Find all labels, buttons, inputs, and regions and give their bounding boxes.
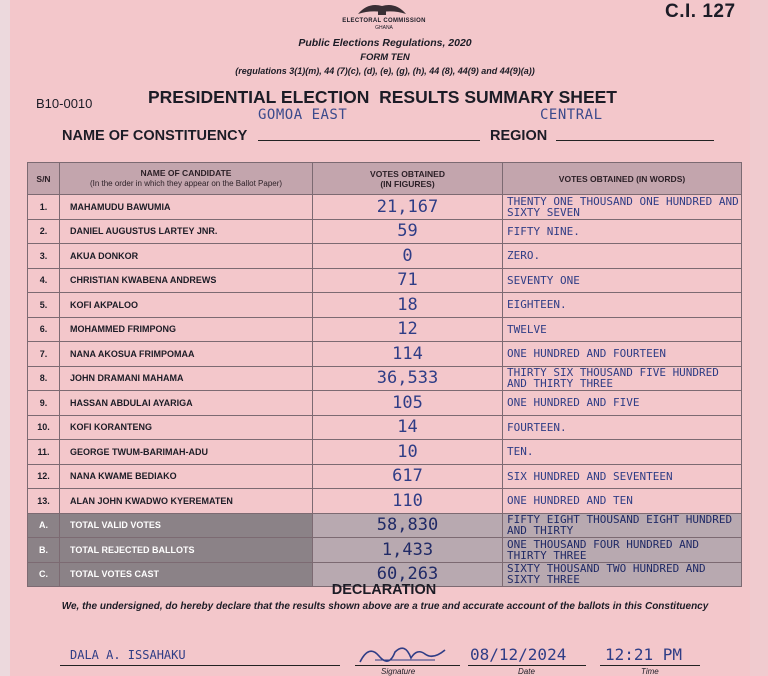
row-votes-words-cell bbox=[503, 391, 742, 416]
row-votes-figures: 105 bbox=[392, 392, 423, 413]
row-votes-words: FOURTEEN. bbox=[507, 420, 567, 434]
row-candidate-name-cell: DANIEL AUGUSTUS LARTEY JNR. bbox=[60, 219, 313, 244]
declaration-text: We, the undersigned, do hereby declare that the results shown above are a true and accurate account of the ballots in this Constituency bbox=[61, 601, 709, 612]
table-row bbox=[28, 415, 742, 440]
row-sn-cell: 1. bbox=[28, 195, 60, 220]
row-votes-words: THIRTY SIX THOUSAND FIVE HUNDRED AND THIRTY THREE bbox=[507, 366, 719, 391]
row-candidate-name-cell: NANA KWAME BEDIAKO bbox=[60, 464, 313, 489]
row-votes-words: ONE HUNDRED AND FOURTEEN bbox=[507, 347, 666, 361]
row-votes-figures: 1,433 bbox=[381, 539, 434, 560]
row-votes-figures-cell bbox=[313, 464, 503, 489]
row-votes-words: TEN. bbox=[507, 445, 534, 459]
time-underline bbox=[600, 665, 700, 666]
table-row bbox=[28, 317, 742, 342]
regulations-title: Public Elections Regulations, 2020 bbox=[298, 37, 472, 49]
header-figures bbox=[313, 163, 503, 195]
row-votes-figures: 59 bbox=[397, 221, 418, 242]
header-name bbox=[60, 163, 313, 195]
row-votes-words-cell bbox=[503, 415, 742, 440]
row-candidate-name-cell: HASSAN ABDULAI AYARIGA bbox=[60, 391, 313, 416]
row-votes-figures: 21,167 bbox=[376, 196, 439, 217]
row-votes-words: THENTY ONE THOUSAND ONE HUNDRED AND SIXTY SEVEN bbox=[507, 194, 739, 219]
header-figures-label: VOTES OBTAINED bbox=[370, 168, 445, 179]
row-sn-cell: 9. bbox=[28, 391, 60, 416]
row-candidate-name-cell: MAHAMUDU BAWUMIA bbox=[60, 195, 313, 220]
row-votes-words: ONE THOUSAND FOUR HUNDRED AND THIRTY THREE bbox=[507, 537, 700, 562]
regulation-refs: (regulations 3(1)(m), 44 (7)(c), (d), (e), (g), (h), 44 (8), 44(9) and 44(9)(a)) bbox=[235, 66, 535, 76]
row-candidate-name-cell: GEORGE TWUM-BARIMAH-ADU bbox=[60, 440, 313, 465]
row-sn-cell: A. bbox=[28, 513, 60, 538]
row-votes-figures-cell bbox=[313, 366, 503, 391]
row-sn-cell: 13. bbox=[28, 489, 60, 514]
country-name: GHANA bbox=[375, 25, 393, 31]
row-votes-words-cell bbox=[503, 562, 742, 587]
row-votes-words: ZERO. bbox=[507, 249, 541, 263]
row-votes-words: FIFTY EIGHT THOUSAND EIGHT HUNDRED AND THIRTY bbox=[507, 513, 733, 538]
row-votes-words-cell bbox=[503, 219, 742, 244]
officer-name: DALA A. ISSAHAKU bbox=[70, 648, 186, 662]
row-sn-cell: 3. bbox=[28, 244, 60, 269]
row-votes-words: ONE HUNDRED AND TEN bbox=[507, 494, 633, 508]
row-votes-figures: 18 bbox=[397, 294, 418, 315]
time-label: Time bbox=[641, 667, 659, 676]
row-votes-figures-cell bbox=[313, 219, 503, 244]
row-candidate-name-cell: ALAN JOHN KWADWO KYEREMATEN bbox=[60, 489, 313, 514]
row-votes-figures: 12 bbox=[397, 319, 418, 340]
region-value: CENTRAL bbox=[540, 107, 603, 123]
row-votes-figures-cell bbox=[313, 513, 503, 538]
total-row bbox=[28, 538, 742, 563]
row-candidate-name-cell: MOHAMMED FRIMPONG bbox=[60, 317, 313, 342]
row-votes-figures-cell bbox=[313, 293, 503, 318]
row-sn-cell: 11. bbox=[28, 440, 60, 465]
row-votes-words: TWELVE bbox=[507, 322, 547, 336]
row-votes-figures: 60,263 bbox=[376, 564, 439, 585]
row-sn-cell: B. bbox=[28, 538, 60, 563]
table-row bbox=[28, 195, 742, 220]
row-sn-cell: 12. bbox=[28, 464, 60, 489]
declaration-time: 12:21 PM bbox=[605, 645, 683, 664]
date-underline bbox=[468, 665, 586, 666]
region-label: REGION bbox=[490, 128, 548, 144]
row-candidate-name-cell: AKUA DONKOR bbox=[60, 244, 313, 269]
row-votes-figures-cell bbox=[313, 440, 503, 465]
row-sn-cell: 8. bbox=[28, 366, 60, 391]
row-votes-figures: 71 bbox=[397, 270, 418, 291]
row-candidate-name-cell: TOTAL VALID VOTES bbox=[60, 513, 313, 538]
table-row bbox=[28, 391, 742, 416]
signature-label: Signature bbox=[381, 667, 416, 676]
row-votes-figures: 10 bbox=[397, 441, 418, 462]
declaration-title: DECLARATION bbox=[331, 582, 437, 598]
coat-of-arms-icon bbox=[354, 0, 410, 18]
header-words: VOTES OBTAINED (IN WORDS) bbox=[503, 163, 742, 195]
row-votes-figures-cell bbox=[313, 489, 503, 514]
row-sn-cell: 5. bbox=[28, 293, 60, 318]
page-edge-left bbox=[0, 0, 10, 676]
row-votes-words-cell bbox=[503, 538, 742, 563]
row-votes-figures: 14 bbox=[397, 417, 418, 438]
row-votes-words: ONE HUNDRED AND FIVE bbox=[507, 396, 640, 410]
row-candidate-name-cell: TOTAL REJECTED BALLOTS bbox=[60, 538, 313, 563]
row-votes-words: EIGHTEEN. bbox=[507, 298, 567, 312]
row-votes-words-cell bbox=[503, 464, 742, 489]
table-row bbox=[28, 293, 742, 318]
row-sn-cell: 6. bbox=[28, 317, 60, 342]
table-header-row bbox=[28, 163, 742, 195]
row-votes-words-cell bbox=[503, 317, 742, 342]
header-figures-sub: (IN FIGURES) bbox=[380, 178, 435, 189]
row-votes-words-cell bbox=[503, 440, 742, 465]
row-votes-figures: 36,533 bbox=[376, 368, 439, 389]
row-sn-cell: C. bbox=[28, 562, 60, 587]
header-name-label: NAME OF CANDIDATE bbox=[140, 168, 232, 178]
row-votes-words-cell bbox=[503, 342, 742, 367]
row-votes-words-cell bbox=[503, 489, 742, 514]
row-candidate-name-cell: NANA AKOSUA FRIMPOMAA bbox=[60, 342, 313, 367]
row-candidate-name-cell: TOTAL VOTES CAST bbox=[60, 562, 313, 587]
table-row bbox=[28, 244, 742, 269]
table-row bbox=[28, 268, 742, 293]
constituency-value: GOMOA EAST bbox=[258, 107, 348, 123]
row-votes-words: FIFTY NINE. bbox=[507, 224, 580, 238]
row-votes-words: SIX HUNDRED AND SEVENTEEN bbox=[507, 469, 673, 483]
row-sn-cell: 10. bbox=[28, 415, 60, 440]
region-underline bbox=[556, 140, 714, 141]
row-sn-cell: 4. bbox=[28, 268, 60, 293]
table-row bbox=[28, 440, 742, 465]
row-votes-words-cell bbox=[503, 268, 742, 293]
row-votes-figures: 58,830 bbox=[376, 515, 439, 536]
row-sn-cell: 7. bbox=[28, 342, 60, 367]
row-votes-words-cell bbox=[503, 366, 742, 391]
row-votes-words: SEVENTY ONE bbox=[507, 273, 580, 287]
table-row bbox=[28, 366, 742, 391]
sheet-title: PRESIDENTIAL ELECTION RESULTS SUMMARY SHEET bbox=[148, 87, 617, 107]
table-row bbox=[28, 342, 742, 367]
header-name-sub: (In the order in which they appear on the Ballot Paper) bbox=[89, 179, 283, 188]
form-code: B10-0010 bbox=[36, 96, 93, 111]
declaration-date: 08/12/2024 bbox=[470, 645, 567, 664]
signature-image bbox=[355, 640, 455, 668]
authority-name: ELECTORAL COMMISSION bbox=[342, 18, 426, 24]
total-row bbox=[28, 513, 742, 538]
row-votes-figures-cell bbox=[313, 538, 503, 563]
page-edge-right bbox=[750, 0, 768, 676]
row-votes-figures: 617 bbox=[392, 466, 423, 487]
date-label: Date bbox=[518, 667, 535, 676]
row-candidate-name-cell: KOFI AKPALOO bbox=[60, 293, 313, 318]
row-votes-words-cell bbox=[503, 244, 742, 269]
row-votes-figures-cell bbox=[313, 195, 503, 220]
row-candidate-name-cell: CHRISTIAN KWABENA ANDREWS bbox=[60, 268, 313, 293]
results-table bbox=[27, 162, 742, 587]
ci-number: C.I. 127 bbox=[665, 1, 736, 22]
constituency-label: NAME OF CONSTITUENCY bbox=[62, 128, 248, 144]
row-votes-figures-cell bbox=[313, 244, 503, 269]
row-votes-figures: 114 bbox=[392, 343, 423, 364]
table-row bbox=[28, 464, 742, 489]
row-votes-words-cell bbox=[503, 513, 742, 538]
row-votes-figures: 110 bbox=[392, 490, 423, 511]
row-votes-words-cell bbox=[503, 195, 742, 220]
row-votes-figures-cell bbox=[313, 268, 503, 293]
row-votes-figures-cell bbox=[313, 317, 503, 342]
row-votes-figures: 0 bbox=[402, 245, 413, 266]
row-votes-figures-cell bbox=[313, 415, 503, 440]
form-name: FORM TEN bbox=[360, 52, 410, 63]
table-row bbox=[28, 219, 742, 244]
constituency-underline bbox=[258, 140, 480, 141]
signature-underline bbox=[355, 665, 460, 666]
name-underline bbox=[60, 665, 340, 666]
row-votes-words-cell bbox=[503, 293, 742, 318]
row-candidate-name-cell: KOFI KORANTENG bbox=[60, 415, 313, 440]
row-candidate-name-cell: JOHN DRAMANI MAHAMA bbox=[60, 366, 313, 391]
header-sn: S/N bbox=[28, 163, 60, 195]
row-votes-figures-cell bbox=[313, 342, 503, 367]
row-sn-cell: 2. bbox=[28, 219, 60, 244]
row-votes-words: SIXTY THOUSAND TWO HUNDRED AND SIXTY THREE bbox=[507, 562, 706, 587]
row-votes-figures-cell bbox=[313, 391, 503, 416]
table-row bbox=[28, 489, 742, 514]
